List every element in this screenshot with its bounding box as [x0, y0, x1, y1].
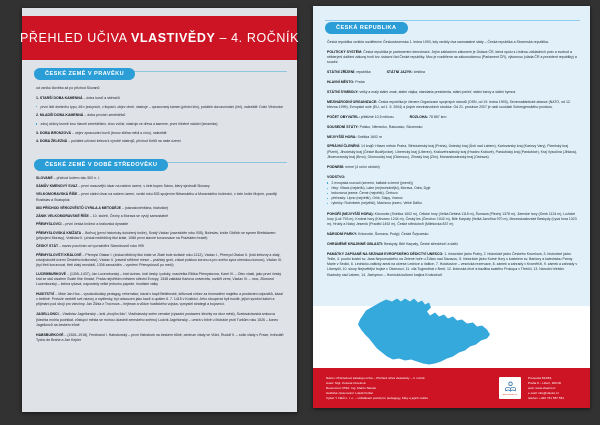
- fact-label: PAMÁTKY ZAPSANÉ NA SEZNAM EVROPSKÉHO DĚDICTVÍ UNESCO:: [327, 251, 444, 256]
- entry-text: 10. století, Čechy a Morava se vyvíjí samostatně: [92, 214, 169, 218]
- fact-label: NEJVYŠŠÍ HORA:: [327, 134, 357, 139]
- entry-text: doba lovců a sběračů: [86, 96, 120, 101]
- entry-dash: –: [65, 272, 70, 277]
- entry-title: PŘEMYSLOVCI: [36, 222, 62, 227]
- entry-dash: –: [77, 184, 82, 189]
- fact-label: MEZINÁRODNÍ ORGANIZACE:: [327, 99, 378, 104]
- czech-map-shape: [358, 299, 490, 365]
- logo-caption: www.vlastni.cz: [502, 393, 518, 396]
- paragraph-neighbours: [327, 125, 578, 130]
- fact-value: Česká republika je parlamentní demokracií. Jejím základním zákonem je Ústava ČR, která spolu s Listinou základních práv a svobod a některými dalšími zákony tvoří tzv. ústavní řád České republiky. Moc je rozdělena na zákonodárnou (Parlament ČR), výkonnou (vláda ČR a prezident republiky) a soudní.: [327, 49, 577, 65]
- entry-dash: –: [67, 138, 72, 143]
- fact-label: STÁTNÍ JAZYK:: [386, 70, 413, 75]
- entry-dash: –: [58, 243, 63, 248]
- fact-value: 78 867 km²: [428, 114, 447, 119]
- entry-title: 863 PŘÍCHOD VĚROZVĚSTŮ CYRILA A METODĚJE: [36, 205, 121, 210]
- paragraph-capital: [327, 80, 578, 85]
- list-item: rybníky: Rožmberk (největší), Máchovo jezero, Velké Dářko: [327, 201, 578, 206]
- entry: [36, 231, 285, 241]
- fact-value: Sněžka 1602 m: [356, 134, 382, 139]
- fact-pair-state: [327, 70, 371, 75]
- section-title-stredovek: ČESKÉ ZEMĚ V DOBĚ STŘEDOVĚKU: [34, 159, 168, 170]
- footer-credits: [313, 376, 499, 401]
- contact-line: telefon: +420 731 557 551: [528, 395, 565, 400]
- paragraph-highest-mountain: [327, 135, 578, 140]
- fact-label: VODSTVO:: [327, 174, 346, 179]
- section-title-ceska-republika: ČESKÁ REPUBLIKA: [325, 22, 408, 33]
- bullet-item: první lidé dnešního typu, žili v jeskyních, v tlupách, objev ohně, nástroje – opracovaný kámen (pěstní klín), počátek dorozumívání (řeč), naleziště: Dolní Věstonice: [36, 105, 285, 110]
- page-title: [20, 31, 299, 45]
- fact-value: čeština: [412, 70, 425, 75]
- entry-text: počátek užívání železa k výrobě nástrojů, příchod Keltů na naše území: [71, 138, 181, 143]
- section-title-pravek: ČESKÉ ZEMĚ V PRAVĚKU: [34, 68, 135, 79]
- entry-dash: –: [120, 205, 125, 210]
- entry-dash: –: [83, 113, 88, 118]
- list-item: ledovcová jezera: Černé (největší), Čertovo: [327, 191, 578, 196]
- contact-line: web: www.vlastni.cz: [528, 385, 556, 390]
- entry-title: 2. MLADŠÍ DOBA KAMENNÁ: [36, 113, 84, 118]
- fact-pair-population: [327, 115, 394, 120]
- fact-pair-area: [410, 115, 447, 120]
- entry-text: (staroslověnština, hlaholice): [124, 205, 169, 210]
- entry: [36, 292, 285, 307]
- footer-contact: [528, 376, 590, 401]
- credit-line: Grafické zpracování: Lukáš Knittel: [326, 390, 373, 395]
- fact-value: přibližně 10,5 milionu: [359, 114, 394, 119]
- fact-value: 1. historické jádro Prahy, 2. historické jádro Českého Krumlova, 3. historické jádro Telče, 4. poutní kostel sv. Jana Nepomuckého na Zelené hoře u Žďáru nad Sázavou, 5. historické jádro Kutné Hory s kostelem sv. Barbory a katedrálou Panny Marie v Sedlci, 6. Lednicko-valtický areál na okrese Lednice a Valtice, 7. Holašovice – vesnická rezervace, 8. zámek a zahrady v Kroměříži, 9. zámek a zahrady v Litomyšli, 10. sloup Nejsvětější trojice v Olomouci, 11. vila Tugendhat v Brně, 12. židovská čtvrť a bazilika svatého Prokopa v Třebíči, 13. Národní hřebčín Kladruby nad Labem, 14. Jáchymov – Hornická kulturní krajina Krušnohoří: [327, 251, 578, 277]
- paragraph-intro: [327, 40, 578, 45]
- entry: [36, 244, 285, 249]
- fact-label: CHRÁNĚNÉ KRAJINNÉ OBLASTI:: [327, 241, 384, 246]
- list-item: 2 evropská rozvodí (severní, baltské a černé (jmeně)): [327, 181, 578, 186]
- entry-text: objev zpracování kovů (bronz slitina mědi a cínu), naleziště: [74, 130, 167, 135]
- entry-text: Bořivoj (první historicky doložený kníže), Svatý Václav (zavražděn roku 935), Boleslav, kníže Oldřich se synem Břetislavem (připojení Moravy), Vratislav II. (získal nedědičný titul krále, 1086 první slavné korunovace na Pražském hradě): [36, 230, 276, 240]
- fact-value: velký a malý státní znak, státní vlajka, standarta prezidenta, státní pečeť, státní barvy a státní hymna: [358, 89, 516, 94]
- paragraph-international-orgs: [327, 100, 578, 111]
- paragraph-population-area: [327, 115, 578, 120]
- credit-line: Autor: Mgr. Zuzana Omelová: [326, 380, 366, 385]
- entry-dash: –: [82, 96, 87, 101]
- entry-title: ZÁNIK VELKOMORAVSKÉ ŘÍŠE: [36, 214, 89, 218]
- fact-label: ROZLOHA:: [409, 114, 429, 119]
- page-title-banner: [19, 16, 300, 60]
- fact-value: Česká republika je členem Organizace spojených národů (OSN, od 19. ledna 1993), Severoatlantické aliance (NATO, od 12. března 1999), Evropské unie (EU, od 1. 5. 2004) a jiných mezinárodních struktur. Od 21. prosince 2007 je naší součástí Schengenského prostoru.: [327, 99, 571, 109]
- entry-title: 4. DOBA ŽELEZNÁ: [36, 138, 68, 143]
- paragraph-administrative-division: [327, 144, 578, 160]
- list-item: řeky: Vltava (nejdelší), Labe (nejmohutnější), Morava, Odra, Dyje: [327, 186, 578, 191]
- section-body-pravek: [22, 86, 297, 144]
- entry-dash: –: [77, 192, 82, 197]
- paragraph-state-form: [327, 70, 578, 75]
- entry-dash: –: [88, 214, 93, 218]
- credit-line: Recenzent: PhDr. Ing. Martin Slanek: [326, 385, 377, 390]
- entry-title: ČESKÝ STÁT: [36, 243, 59, 248]
- entry-title: 3. DOBA BRONZOVÁ: [36, 130, 72, 135]
- entry: [36, 253, 285, 268]
- entry-bullets: [36, 105, 285, 110]
- section-header-ceska-republika: [313, 6, 590, 34]
- entry-text: Vladislav Jagellonský – král „dvojího lidu“, Vladislavský sněm zemské (výsadní postavení šlechty na úkor měst), Svatováclavská smlouva (šlechta mohla podnikat, zůstupci města se mohou účastnit zemského sněmu) Ludvík Jagellonský – umírá v bitvě u Moháče proti Turkům roku 1526 – konec Jagellonců na českém trůně: [36, 312, 279, 327]
- contact-line: Praha 8 – Libeň, 180 00: [528, 380, 562, 385]
- fact-label: STÁTNÍ ZŘÍZENÍ:: [327, 70, 356, 75]
- entry-dash: –: [61, 222, 66, 227]
- entry: [36, 272, 285, 287]
- entry-dash: –: [81, 230, 86, 235]
- paragraph-protected-areas: [327, 242, 578, 247]
- entry-title: HABSBURKOVÉ: [36, 332, 64, 337]
- left-page-body: [22, 60, 297, 412]
- contact-line: e-mail: info@vlastni.cz: [528, 390, 559, 395]
- entry-title: VELKOMORAVSKÁ ŘÍŠE: [36, 192, 78, 197]
- publisher-logo: [499, 377, 521, 399]
- section-header-pravek: [22, 62, 297, 80]
- fact-value: Polsko, Německo, Rakousko, Slovensko: [358, 124, 423, 129]
- left-page: [19, 8, 300, 412]
- entry-text: první státní útvar na našem území, vznikl roku 833 spojením Nitranského a Moravského knížectví, v čele kníže Mojmír, později Rostislav a Svatopluk: [36, 192, 277, 202]
- paragraph-mountain-ranges: [327, 212, 578, 228]
- entry-dash: –: [63, 332, 68, 337]
- entry-dash: –: [58, 312, 63, 317]
- entry: [36, 214, 285, 219]
- fact-label: HLAVNÍ MĚSTO:: [327, 80, 355, 85]
- entry-text: (1526–1918), Ferdinand I. Habsburský – první Habsburk na českém trůně, centrum vlády ve Vídni, Rudolf II. – sídlo vlády v Praze, hvězdáři Tycho de Brahe a Jan Kepler: [36, 332, 284, 342]
- entry-dash: –: [71, 130, 75, 135]
- paragraph-political-system: [327, 50, 578, 66]
- entry-dash: –: [81, 252, 86, 257]
- entry-title: 1. STARŠÍ DOBA KAMENNÁ: [36, 96, 83, 101]
- fact-value: republika: [355, 70, 371, 75]
- entry-text: Mistr Jan Hus – vysokoškolský pedagog, reformátor, kázal v kapli Betlémské, kritizoval církev za hromadění majetku a prodávání odpustků, kázal v češtině. Protože nechtěl své názory a myšlenky, byl odsouzen jako kacíř a upálen 6. 7. 1415 v Kostnici. Jeho stoupenci byli husité, jejich symbol kalich a přijímání pod obojí pro všechny. Jan Žižka z Trocnova – hejtman a vůdce husitského vojska, vymyslel strategii a bojovníci.: [36, 292, 283, 307]
- entry-text: příchod kolem roku 500 n. l.: [56, 175, 100, 180]
- banner-post: – 4. ROČNÍK: [215, 31, 300, 45]
- fact-value: Praha: [354, 80, 365, 85]
- entry: [36, 113, 285, 118]
- entry: [36, 312, 285, 327]
- entry: [36, 176, 285, 181]
- fact-label: NÁRODNÍ PARKY:: [327, 231, 358, 236]
- section-lead: od vzniku člověka až po příchod Slovanů: [36, 86, 100, 90]
- fact-label: POLITICKÝ SYSTÉM:: [327, 49, 363, 54]
- open-book-icon: [504, 380, 517, 393]
- banner-strong: VLASTIVĚDY: [130, 31, 216, 45]
- fact-value: 14 krajů: Hlavní město Praha, Středočeský kraj (Praha), Ústecký kraj (Ústí nad Labem), Karlovarský kraj (Karlovy Vary), Plzeňský kraj (Plzeň), Jihočeský kraj (České Budějovice), Liberecký kraj (Liberec), Královéhradecký kraj (Hradec Králové), Pardubický kraj (Pardubice), Kraj Vysočina (Jihlava), Jihomoravský kraj (Brno), Olomoucký kraj (Olomouc), Zlínský kraj (Zlín), Moravskoslezský kraj (Ostrava): [327, 144, 578, 159]
- entry-dash: –: [54, 292, 59, 297]
- entry-text: (1306–1437), Jan Lucemburský – král cizinec, král český i polský, manželka Eliška Přemyslovna, Karel IV. – Otec vlasti, jako první český král se stal císařem Svaté říše římské, Praha největším městem střední Evropy, 1348 zakládá Karlova univerzita, rozšířil zemi, Václav IV. – moc, Zikmund Lucemburský – šelma ryšavá, naposledy velké jednoho papeže, husitské války: [36, 272, 282, 287]
- entry-text: první česká knížecí a královská dynastie: [65, 222, 129, 227]
- label-vodstvo: [327, 175, 578, 180]
- republic-facts: [313, 40, 590, 278]
- right-page-content: [313, 6, 590, 306]
- contact-line: Prosecká 524/54,: [528, 375, 553, 380]
- header-rule: [325, 20, 580, 21]
- fact-value: mírné (4 roční období): [344, 164, 380, 169]
- fact-label: STÁTNÍ SYMBOLY:: [327, 89, 359, 94]
- entry: [36, 206, 285, 211]
- entry-title: PŘEMYSLOVSKÁ KNÍŽATA: [36, 230, 82, 235]
- fact-label: PODNEBÍ:: [327, 164, 345, 169]
- fact-label: SOUSEDNÍ STÁTY:: [327, 124, 359, 129]
- czech-republic-map: [351, 288, 501, 374]
- fact-pair-language: [387, 70, 425, 75]
- fact-label: SPRÁVNÍ ČLENĚNÍ:: [327, 144, 361, 149]
- paragraph-climate: [327, 165, 578, 170]
- fact-value: Krkonoše (Sněžka 1602 m), Orlické hory (Velká Deštná 1115 m), Šumava (Plechý 1378 m), Jizerské hory (Smrk 1124 m), Lužické hory (Luž 793 m), Krušné hory (Klínovec 1244 m), Český les (Čerchov 1042 m), Bílé Karpaty (Velká Javořina 970 m), Moravskoslezské Beskydy (Lysá hora 1323 m), Hrubý a Nízký Jeseník (Praděd 1492 m), České středohoří (Milešovka 837 m): [327, 211, 577, 227]
- entry: [36, 139, 285, 144]
- entry-title: SÁMŮV KMENOVÝ SVAZ: [36, 184, 78, 189]
- entry: [36, 192, 285, 202]
- entry-title: SLOVANÉ: [36, 175, 53, 180]
- entry: [36, 184, 285, 189]
- entry: [36, 333, 285, 343]
- fact-label: POHOŘÍ (NEJVYŠŠÍ HORA):: [327, 211, 374, 216]
- banner-pre: PŘEHLED UČIVA: [19, 31, 131, 45]
- entry: [36, 222, 285, 227]
- section-body-stredovek: [22, 176, 297, 343]
- paragraph-unesco: [327, 252, 578, 278]
- entry-dash: –: [52, 175, 57, 180]
- section-header-stredovek: [22, 153, 297, 171]
- entry-text: Přemysl Otakar I. (získal dědičný titul krále ve Zlaté bule sicilské roku 1212), Václav I., Přemysl Otakar II. (král železný a zlatý, zdvojnásobil území Českého království), Václav II. (zavedl stříbrné mince – pražský groš, získal polskou korunu a pro svého syna uherskou korunu), Václav III. (byl třetí korunovat, třetí zlatý nezvládl, 1306 zavražděn – vymření Přemyslovců po meči): [36, 252, 282, 267]
- entry: [36, 96, 285, 101]
- right-page: [313, 6, 590, 408]
- paragraph-national-parks: [327, 232, 578, 237]
- entry-text: nazev používán od vyvraždění Slavníkovců roku 995: [62, 243, 144, 248]
- fact-value: Krkonoše, Šumava, Podyjí, České Švýcarsko: [357, 231, 429, 236]
- entry: [36, 131, 285, 136]
- vodstvo-list: [327, 181, 578, 207]
- fact-value: Beskydy, Bílé Karpaty, České středohoří a další: [383, 241, 458, 246]
- paragraph-state-symbols: [327, 90, 578, 95]
- credit-line: Název: Přehledové katalogu učiva – Přehled učiva vlastivědy – 4. ročník: [326, 375, 425, 380]
- bullet-item: zdroj obživy kromě lovu hlavně zemědělství, chov zvířat, nástroje ze dřeva a kamene, první hliněné nádobí (keramika): [36, 122, 285, 127]
- entry-title: HUSITSTVÍ: [36, 292, 55, 297]
- fact-label: POČET OBYVATEL:: [327, 114, 360, 119]
- entry-text: doba prvních zemědělců: [87, 113, 126, 118]
- right-page-footer: [313, 368, 590, 408]
- entry-title: LUCEMBURKOVÉ: [36, 272, 66, 277]
- entry-title: JAGELLONCI: [36, 312, 59, 317]
- credit-line: Vydal: Y žáků s. r. o. – vzdělávací portál pro pedagogy, žáky a jejich rodiče: [326, 395, 429, 400]
- list-item: přehrady: Lipno (největší), Orlík, Slapy, Vranov: [327, 196, 578, 201]
- paragraph-text: Česká republika vznikla rozdělením Československa 1. ledna 1993, kdy vznikly dva samostatné státy – Česká republika a Slovenská republika.: [327, 40, 549, 44]
- entry-title: PŘEMYSLOVŠTÍ KRÁLOVÉ: [36, 252, 82, 257]
- entry-bullets: [36, 122, 285, 127]
- entry-text: první masovější útvar na našem území, v čele kupec Sámo, který sjednotil Slovany: [81, 184, 210, 189]
